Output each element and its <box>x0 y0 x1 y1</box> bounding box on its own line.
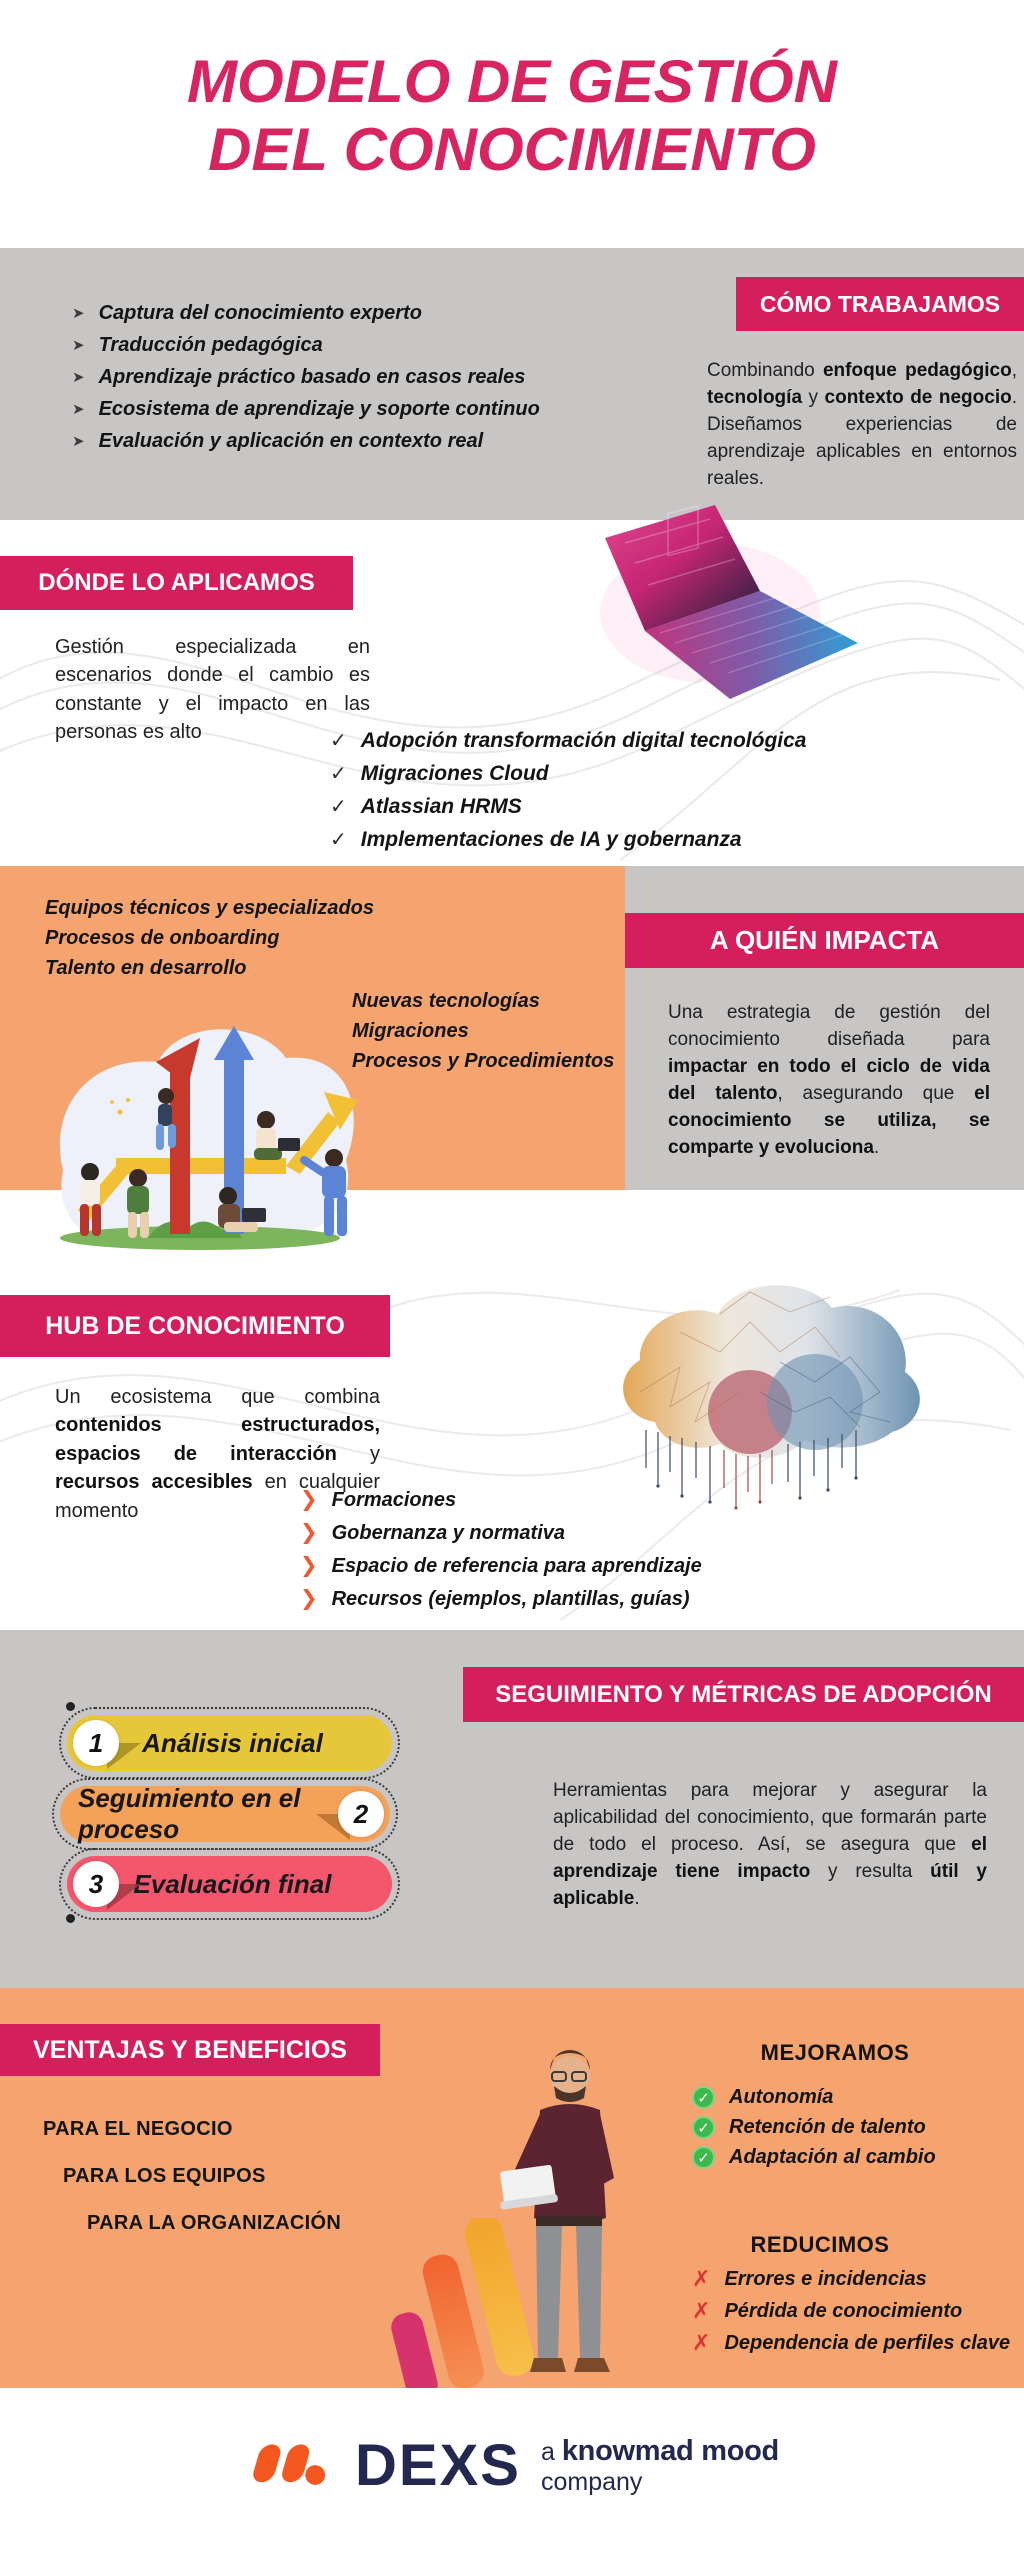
check-icon: ✓ <box>330 763 347 785</box>
improve-item-label: Retención de talento <box>729 2116 926 2138</box>
list-item-label: Ecosistema de aprendizaje y soporte continuo <box>98 398 540 420</box>
impact-mid-list <box>352 986 614 1076</box>
list-item: Nuevas tecnologías <box>352 990 540 1012</box>
where-paragraph: Gestión especializada en escenarios donde el cambio es constante y el impacto en las personas es alto <box>55 636 370 744</box>
metrics-heading-label: SEGUIMIENTO Y MÉTRICAS DE ADOPCIÓN <box>495 1680 992 1708</box>
page-title-line2: DEL CONOCIMIENTO <box>208 116 816 183</box>
step-pill-1 <box>67 1715 392 1771</box>
step-pill-2 <box>60 1783 390 1844</box>
impact-heading-label: A QUIÉN IMPACTA <box>709 925 940 955</box>
how-heading-label: CÓMO TRABAJAMOS <box>759 290 1001 317</box>
list-item: Talento en desarrollo <box>45 957 247 979</box>
arrow-bullet-icon: ➤ <box>72 433 85 450</box>
chevron-icon: ❯ <box>300 1521 318 1544</box>
page-title <box>0 48 1024 184</box>
chevron-icon: ❯ <box>300 1554 318 1577</box>
man-with-laptop-photo <box>488 2048 648 2380</box>
list-item <box>72 334 632 357</box>
hub-item-label: Formaciones <box>331 1489 457 1511</box>
step-label: Análisis inicial <box>142 1727 323 1758</box>
how-heading-box <box>736 277 1024 331</box>
list-item-label: Traducción pedagógica <box>98 334 323 356</box>
dexs-logo-icon <box>245 2437 335 2495</box>
check-item <box>330 827 890 852</box>
hub-list-item <box>300 1487 702 1512</box>
list-item-label: Captura del conocimiento experto <box>98 302 422 324</box>
hub-heading-label: HUB DE CONOCIMIENTO <box>45 1311 345 1340</box>
people-illustration <box>28 1000 373 1252</box>
improve-item <box>692 2146 936 2169</box>
cross-icon: ✗ <box>692 2298 711 2323</box>
improve-item <box>692 2086 936 2109</box>
list-item <box>72 398 632 421</box>
impact-paragraph: Una estrategia de gestión del conocimiento diseñada para impactar en todo el ciclo de vida del talento, asegurando que el conocimiento se utiliza, se comparte y evoluciona. <box>668 1002 990 1158</box>
list-item <box>72 302 632 325</box>
hub-list-item <box>300 1586 702 1611</box>
arrow-bullet-icon: ➤ <box>72 337 85 354</box>
how-bullet-list <box>72 302 632 453</box>
improve-list <box>692 2086 936 2169</box>
step-pill-3 <box>67 1856 392 1912</box>
check-item-label: Migraciones Cloud <box>360 762 549 785</box>
hub-item-label: Espacio de referencia para aprendizaje <box>331 1555 702 1577</box>
step-number-badge: 2 <box>338 1791 384 1837</box>
brand-name: DEXS <box>355 2433 521 2498</box>
check-circle-icon: ✓ <box>692 2146 715 2169</box>
reduce-list <box>692 2266 1010 2356</box>
step-number-badge: 1 <box>73 1720 119 1766</box>
audience-organization: PARA LA ORGANIZACIÓN <box>87 2212 342 2234</box>
tagline-company-name: knowmad mood <box>561 2434 779 2467</box>
list-item-label: Aprendizaje práctico basado en casos reales <box>98 366 526 388</box>
list-item: Migraciones <box>352 1020 469 1042</box>
laptop-illustration <box>590 503 870 703</box>
hub-paragraph: Un ecosistema que combina contenidos estructurados, espacios de interacción y recursos accesibles en cualquier momento <box>55 1386 380 1522</box>
audience-teams: PARA LOS EQUIPOS <box>63 2165 266 2187</box>
arrow-bullet-icon: ➤ <box>72 305 85 322</box>
path-start-dot <box>66 1702 75 1711</box>
hub-list-item <box>300 1520 702 1545</box>
hub-heading-box <box>0 1295 390 1357</box>
list-item-label: Evaluación y aplicación en contexto real <box>98 430 484 452</box>
footer-brand-block <box>0 2432 1024 2499</box>
reduce-item-label: Pérdida de conocimiento <box>724 2299 963 2322</box>
path-end-dot <box>66 1914 75 1923</box>
cloud-brain-illustration <box>600 1272 930 1512</box>
hub-list <box>300 1487 702 1611</box>
check-icon: ✓ <box>330 796 347 818</box>
reduce-item-label: Errores e incidencias <box>724 2267 927 2290</box>
tagline-suffix: company <box>540 2467 643 2496</box>
metrics-paragraph: Herramientas para mejorar y asegurar la aplicabilidad del conocimiento, que formarán parte de todo el proceso. Así, se asegura que el aprendizaje tiene impacto y resulta útil y aplicable. <box>553 1780 987 1909</box>
reduce-title: REDUCIMOS <box>750 2232 890 2257</box>
hub-item-label: Gobernanza y normativa <box>331 1522 566 1544</box>
cross-icon: ✗ <box>692 2266 711 2291</box>
list-item: Equipos técnicos y especializados <box>45 897 375 919</box>
list-item <box>72 430 632 453</box>
list-item: Procesos y Procedimientos <box>352 1050 615 1072</box>
reduce-item-label: Dependencia de perfiles clave <box>724 2331 1011 2354</box>
how-paragraph: Combinando enfoque pedagógico, tecnología y contexto de negocio. Diseñamos experiencias de aprendizaje aplicables en entornos reales. <box>707 360 1017 489</box>
improve-item-label: Autonomía <box>729 2086 834 2108</box>
where-heading-box <box>0 556 353 610</box>
step-label: Seguimiento en el proceso <box>78 1783 301 1844</box>
chevron-icon: ❯ <box>300 1587 318 1610</box>
improve-item <box>692 2116 936 2139</box>
brand-tagline <box>541 2435 779 2497</box>
hub-list-item <box>300 1553 702 1578</box>
check-icon: ✓ <box>330 730 347 752</box>
check-item <box>330 728 890 753</box>
hub-item-label: Recursos (ejemplos, plantillas, guías) <box>331 1588 690 1610</box>
list-item: Procesos de onboarding <box>45 927 280 949</box>
reduce-item <box>692 2266 1010 2292</box>
step-label: Evaluación final <box>133 1868 332 1899</box>
step-number-badge: 3 <box>73 1861 119 1907</box>
impact-heading-box <box>625 913 1024 968</box>
check-item <box>330 794 890 819</box>
benefits-heading-label: VENTAJAS Y BENEFICIOS <box>33 2035 347 2064</box>
check-item-label: Implementaciones de IA y gobernanza <box>360 828 742 851</box>
check-item-label: Adopción transformación digital tecnológica <box>360 729 807 752</box>
where-checklist <box>330 728 890 852</box>
check-circle-icon: ✓ <box>692 2116 715 2139</box>
benefits-heading-box <box>0 2024 380 2076</box>
arrow-bullet-icon: ➤ <box>72 401 85 418</box>
metrics-heading-box <box>463 1667 1024 1722</box>
impact-left-list <box>45 893 374 983</box>
check-circle-icon: ✓ <box>692 2086 715 2109</box>
page-title-line1: MODELO DE GESTIÓN <box>186 48 838 115</box>
where-heading-label: DÓNDE LO APLICAMOS <box>38 569 315 596</box>
check-item <box>330 761 890 786</box>
reduce-item <box>692 2298 1010 2324</box>
tagline-prefix: a <box>540 2437 555 2466</box>
list-item <box>72 366 632 389</box>
chevron-icon: ❯ <box>300 1488 318 1511</box>
audience-business: PARA EL NEGOCIO <box>43 2118 233 2140</box>
reduce-item <box>692 2330 1010 2356</box>
cross-icon: ✗ <box>692 2330 711 2355</box>
check-icon: ✓ <box>330 829 347 851</box>
improve-item-label: Adaptación al cambio <box>729 2146 936 2168</box>
improve-title: MEJORAMOS <box>760 2040 910 2065</box>
arrow-bullet-icon: ➤ <box>72 369 85 386</box>
check-item-label: Atlassian HRMS <box>360 795 522 818</box>
